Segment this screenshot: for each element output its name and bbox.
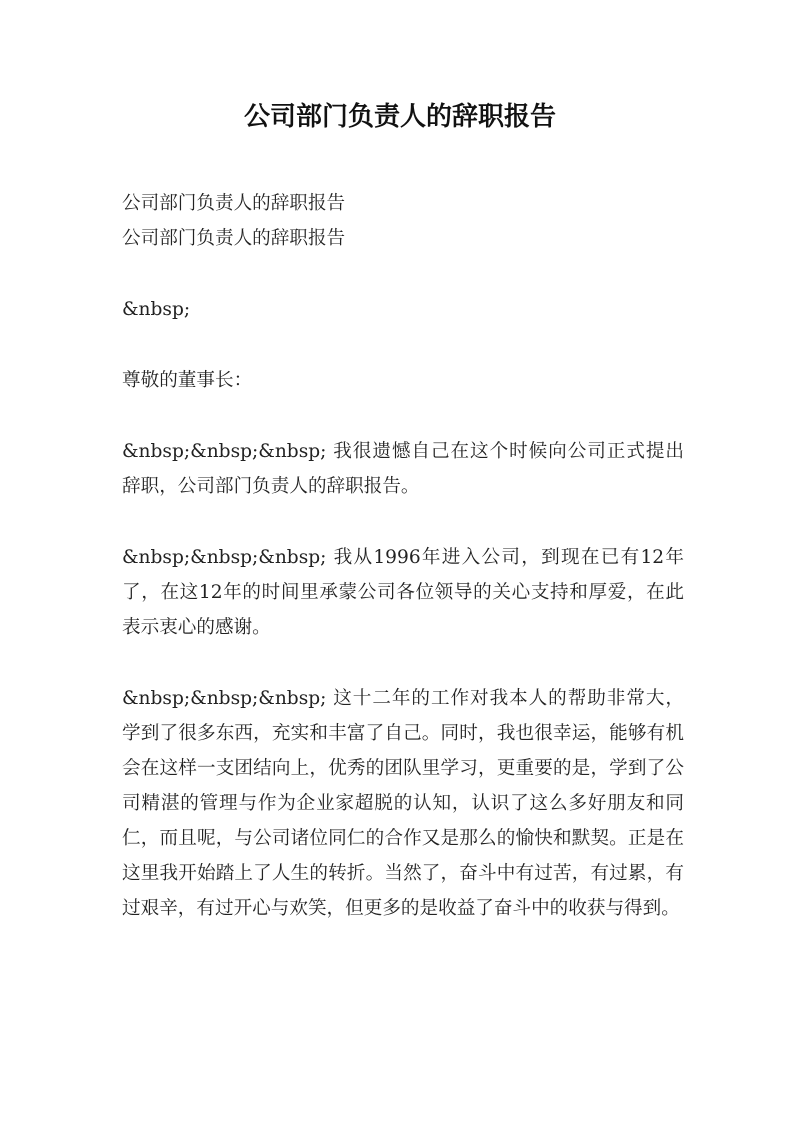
paragraph: &nbsp;&nbsp;&nbsp; 我从1996年进入公司，到现在已有12年了，在这12年的时间里承蒙公司各位领导的关心支持和厚爱，在此表示衷心的感谢。 <box>122 547 684 638</box>
subtitle-block <box>122 186 684 256</box>
salutation: 尊敬的董事长： <box>122 370 253 391</box>
paragraph: &nbsp;&nbsp;&nbsp; 这十二年的工作对我本人的帮助非常大，学到了很多东西，充实和丰富了自己。同时，我也很幸运，能够有机会在这样一支团结向上，优秀的团队里学习，更重要的是，学到了公司精湛的管理与作为企业家超脱的认知，认识了这么多好朋友和同仁，而且呢，与公司诸位同仁的合作又是那么的愉快和默契。正是在这里我开始踏上了人生的转折。当然了，奋斗中有过苦，有过累，有过艰辛，有过开心与欢笑，但更多的是收益了奋斗中的收获与得到。 <box>122 688 684 919</box>
subtitle-line: 公司部门负责人的辞职报告 <box>122 228 346 249</box>
paragraph: &nbsp;&nbsp;&nbsp; 我很遗憾自己在这个时候向公司正式提出辞职，公司部门负责人的辞职报告。 <box>122 441 684 497</box>
salutation-block <box>122 363 684 398</box>
document-title: 公司部门负责人的辞职报告 <box>243 102 556 132</box>
subtitle-line: 公司部门负责人的辞职报告 <box>122 193 346 214</box>
nbsp-line: &nbsp; <box>122 299 191 320</box>
nbsp-block <box>122 292 684 327</box>
document-body <box>122 186 684 926</box>
